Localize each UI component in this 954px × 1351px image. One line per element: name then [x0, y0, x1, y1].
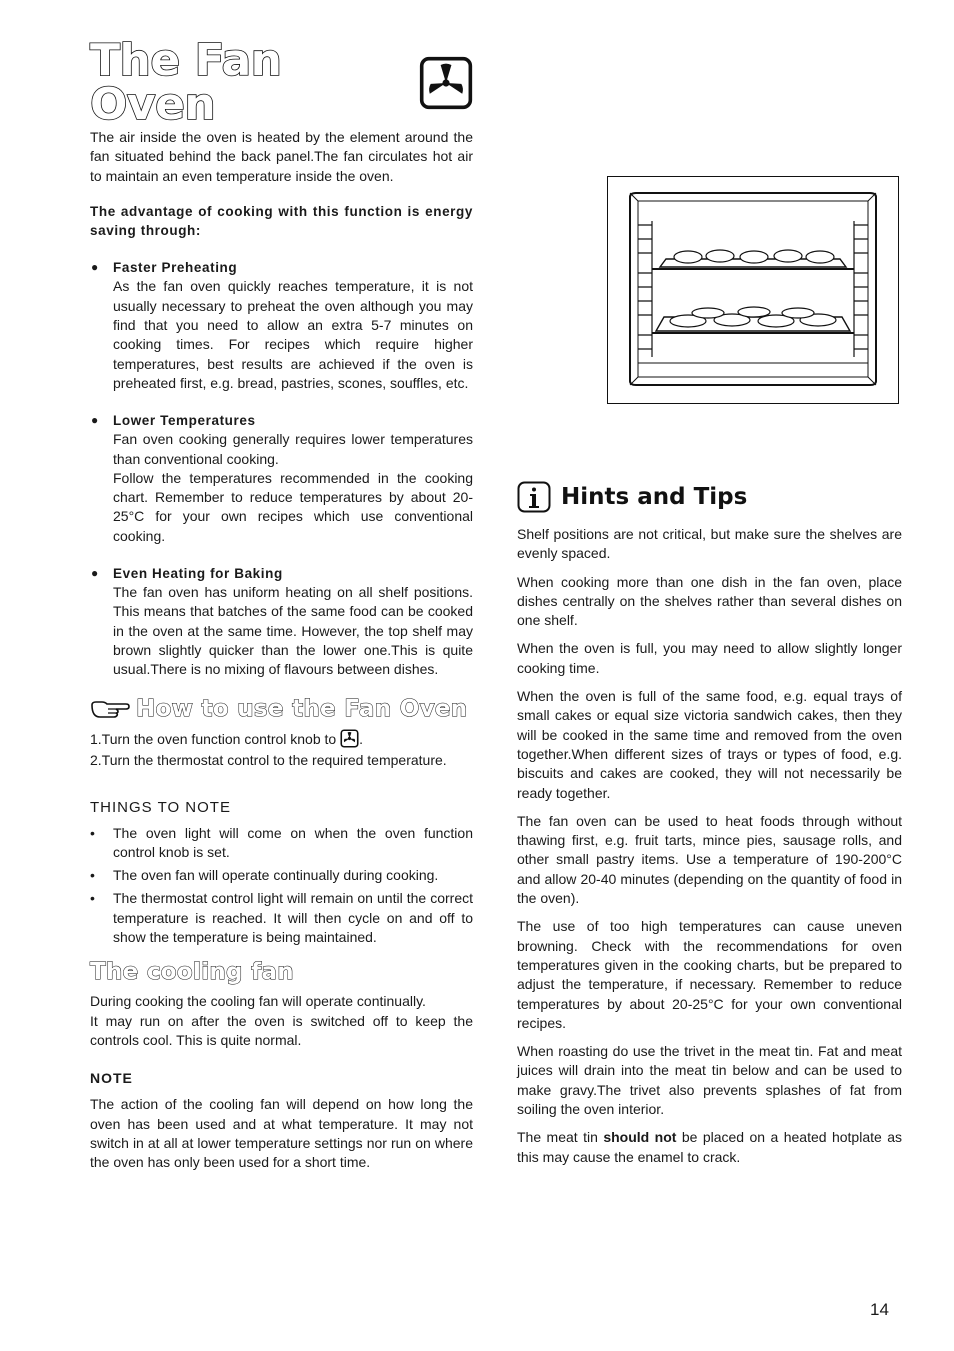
bullet-dot: ●	[91, 260, 99, 275]
hint-last-suffix: be placed on a heated hotplate as this may cause the enamel to crack.	[517, 1129, 903, 1165]
hint-paragraph: When roasting do use the trivet in the meat tin. Fat and meat juices will drain into the meat tin below and can be used to make gravy.The trivet also prevents splashes of fat from soiling the oven interior.	[517, 1043, 902, 1118]
intro-text: The air inside the oven is heated by the element around the fan situated behind the back panel.The fan circulates hot air to maintain an even temperature inside the oven.	[90, 129, 473, 184]
info-icon	[517, 481, 551, 513]
hints-heading-row	[517, 481, 902, 513]
hint-last-prefix: The meat tin	[517, 1129, 598, 1146]
advantage-text: Fan oven cooking generally requires lower temperatures than conventional cooking.	[113, 431, 473, 467]
bullet-dot: •	[90, 824, 95, 841]
advantage-item	[90, 564, 473, 679]
note-heading: NOTE	[90, 1070, 133, 1087]
left-column	[90, 35, 473, 1172]
how-to-heading: How to use the Fan Oven	[136, 695, 468, 722]
fan-oven-icon	[419, 54, 473, 112]
bullet-dot: •	[90, 867, 95, 884]
advantage-title: Even Heating for Baking	[113, 566, 283, 582]
list-item-text: The oven light will come on when the oven function control knob is set.	[113, 824, 473, 860]
cooling-text: During cooking the cooling fan will operate continually.	[90, 993, 426, 1010]
cooling-text-2: It may run on after the oven is switched off to keep the controls cool. This is quite normal.	[90, 1012, 473, 1048]
advantage-item	[90, 411, 473, 546]
advantage-title: Lower Temperatures	[113, 413, 256, 429]
page-number: 14	[870, 1300, 889, 1319]
advantage-text: As the fan oven quickly reaches temperature, it is not usually necessary to preheat the oven although you may find that you need to allow an extra 5-7 minutes on cooking times. For recipes which require higher temperatures, best results are achieved if the oven is preheated first, e.g. bread, pastries, scones, souffles, etc.	[113, 278, 473, 391]
list-item	[90, 824, 473, 863]
hint-paragraph: Shelf positions are not critical, but make sure the shelves are evenly spaced.	[517, 526, 902, 562]
step-1	[90, 729, 473, 750]
right-column	[517, 176, 902, 1167]
advantage-text: Follow the temperatures recommended in the cooking chart. Remember to reduce temperatures by about 20-25°C for your own recipes which use conventional cooking.	[113, 469, 473, 544]
list-item	[90, 889, 473, 947]
hint-paragraph-last	[517, 1128, 902, 1167]
page-title: The Fan Oven	[90, 35, 282, 130]
how-to-heading-row	[90, 695, 473, 722]
title-row	[90, 35, 473, 130]
hint-paragraph: The fan oven can be used to heat foods through without thawing first, e.g. fruit tarts, mince pies, sausage rolls, and other small pastry items. Use a temperature of 190-200°C and allow 20-40 minutes (depending on the quantity of food in the oven).	[517, 812, 902, 907]
cooling-fan-heading: The cooling fan	[90, 959, 294, 986]
things-to-note-list	[90, 824, 473, 948]
advantage-heading: The advantage of cooking with this function is energy saving through:	[90, 203, 473, 239]
advantage-item	[90, 258, 473, 393]
hint-paragraph: When the oven is full of the same food, e.g. equal trays of small cakes or equal size victoria sandwich cakes, then they will be cooked in the same time and removed from the oven together.When different sizes of trays or types of food, e.g. biscuits and cakes are cooked, they will not necessarily be ready together.	[517, 688, 902, 801]
bullet-dot: •	[90, 890, 95, 907]
things-to-note-heading: THINGS TO NOTE	[90, 798, 231, 816]
list-item	[90, 866, 473, 885]
advantage-title: Faster Preheating	[113, 260, 238, 276]
bullet-dot: ●	[91, 413, 99, 428]
hint-last-bold: should not	[603, 1129, 677, 1146]
fan-oven-icon	[340, 729, 359, 748]
list-item-text: The thermostat control light will remain on until the correct temperature is reached. It will then cycle on and off to show the temperature is being maintained.	[113, 890, 473, 946]
hint-paragraph: When cooking more than one dish in the fan oven, place dishes centrally on the shelves rather than several dishes on one shelf.	[517, 573, 902, 629]
hint-paragraph: The use of too high temperatures can cause uneven browning. Check with the recommendations for oven temperatures given in the cooking charts, but be prepared to adjust the temperature, if necessary. Remember to reduce temperatures by about 20-25°C for your own conventional recipes.	[517, 918, 902, 1031]
advantage-text: The fan oven has uniform heating on all shelf positions. This means that batches of the same food can be cooked in the oven at the same time. However, the top shelf may brown slightly quicker than the lower one.This is quite usual.There is no mixing of flavours between dishes.	[113, 584, 473, 678]
step-1-suffix: .	[359, 730, 363, 747]
oven-interior-illustration	[607, 176, 899, 404]
step-2: 2.Turn the thermostat control to the required temperature.	[90, 751, 447, 768]
list-item-text: The oven fan will operate continually during cooking.	[113, 867, 439, 884]
how-to-steps	[90, 729, 473, 771]
hints-heading: Hints and Tips	[561, 484, 748, 510]
step-1-text: 1.Turn the oven function control knob to	[90, 730, 337, 747]
pointing-hand-icon	[90, 699, 130, 719]
note-text: The action of the cooling fan will depend on how long the oven has been used and at what temperature. It may not switch in at all at lower temperature settings nor run on where the oven has only been used for a short time.	[90, 1096, 473, 1171]
hint-paragraph: When the oven is full, you may need to allow slightly longer cooking time.	[517, 640, 902, 676]
bullet-dot: ●	[91, 566, 99, 581]
